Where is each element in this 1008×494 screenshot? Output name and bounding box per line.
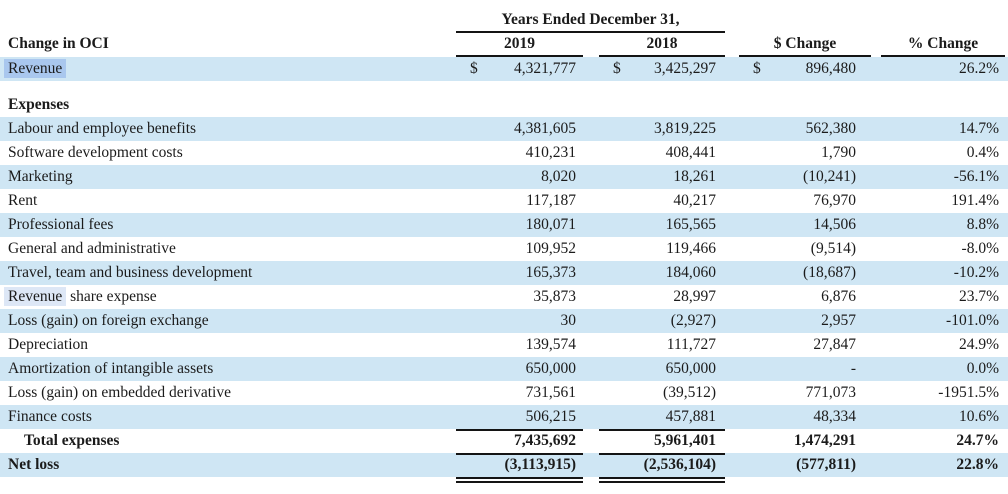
row-label: Net loss bbox=[8, 456, 60, 473]
double-rule-2018 bbox=[599, 477, 725, 487]
col-header-pct-change: % Change bbox=[881, 33, 1005, 57]
table-row bbox=[0, 405, 1008, 429]
cell-2019: $ 4,321,777 bbox=[456, 57, 583, 81]
cell-2018: 408,441 bbox=[665, 144, 716, 161]
cell-dollar-change: (18,687) bbox=[803, 264, 856, 281]
cell-2018: (39,512) bbox=[663, 384, 716, 401]
cell-dollar-change: 1,790 bbox=[821, 144, 856, 161]
currency-symbol: $ bbox=[613, 60, 621, 77]
table-body bbox=[0, 57, 1008, 487]
column-header-row bbox=[0, 33, 1008, 57]
cell-pct-change: 10.6% bbox=[958, 408, 999, 425]
row-label: Rent bbox=[8, 192, 38, 209]
row-label: Expenses bbox=[8, 96, 70, 113]
group-header-row bbox=[0, 9, 1008, 33]
cell-2019: 8,020 bbox=[541, 168, 576, 185]
cell-2018: 5,961,401 bbox=[599, 429, 725, 455]
cell-2018: 3,819,225 bbox=[654, 120, 716, 137]
col-header-2018: 2018 bbox=[599, 33, 725, 57]
row-label: Amortization of intangible assets bbox=[8, 360, 214, 377]
table-row bbox=[0, 453, 1008, 477]
group-header: Years Ended December 31, bbox=[456, 9, 725, 33]
table-row bbox=[0, 429, 1008, 453]
cell-dollar-change: 14,506 bbox=[813, 216, 856, 233]
row-label: Professional fees bbox=[8, 216, 114, 233]
col-header-dollar-change: $ Change bbox=[739, 33, 871, 57]
table-row bbox=[0, 165, 1008, 189]
table-row bbox=[0, 261, 1008, 285]
find-highlight: Revenue bbox=[4, 287, 66, 306]
row-label: Loss (gain) on foreign exchange bbox=[8, 312, 209, 329]
cell-2019: 7,435,692 bbox=[456, 429, 583, 455]
cell-2019: 139,574 bbox=[525, 336, 576, 353]
cell-2019: 35,873 bbox=[533, 288, 576, 305]
cell-2018: (2,536,104) bbox=[643, 456, 716, 473]
cell-pct-change: 23.7% bbox=[958, 288, 999, 305]
table-row bbox=[0, 357, 1008, 381]
cell-2019: 650,000 bbox=[525, 360, 576, 377]
cell-pct-change: -10.2% bbox=[953, 264, 999, 281]
find-highlight: Revenue bbox=[4, 59, 66, 78]
cell-2018: 18,261 bbox=[673, 168, 716, 185]
cell-pct-change: 24.9% bbox=[958, 336, 999, 353]
row-label: Marketing bbox=[8, 168, 73, 185]
table-row bbox=[0, 117, 1008, 141]
cell-dollar-change: (9,514) bbox=[810, 240, 856, 257]
cell-2019: 180,071 bbox=[525, 216, 576, 233]
cell-dollar-change: 562,380 bbox=[805, 120, 856, 137]
cell-dollar-change: 6,876 bbox=[821, 288, 856, 305]
section-header-row bbox=[0, 93, 1008, 117]
cell-dollar-change: 1,474,291 bbox=[794, 432, 856, 449]
table-row bbox=[0, 141, 1008, 165]
cell-dollar-change: 76,970 bbox=[813, 192, 856, 209]
cell-2019: 165,373 bbox=[525, 264, 576, 281]
cell-pct-change: 8.8% bbox=[966, 216, 999, 233]
cell-dollar-change: 771,073 bbox=[805, 384, 856, 401]
cell-dollar-change: 27,847 bbox=[813, 336, 856, 353]
col-header-2019: 2019 bbox=[456, 33, 583, 57]
row-label: Software development costs bbox=[8, 144, 183, 161]
row-label: Total expenses bbox=[24, 432, 120, 449]
spacer-row bbox=[0, 81, 1008, 93]
cell-pct-change: 26.2% bbox=[958, 60, 999, 77]
table-row bbox=[0, 333, 1008, 357]
cell-2019: (3,113,915) bbox=[504, 456, 576, 473]
cell-dollar-change: 2,957 bbox=[821, 312, 856, 329]
cell-pct-change: 22.8% bbox=[956, 456, 999, 473]
cell-dollar-change: (10,241) bbox=[803, 168, 856, 185]
cell-2018: 28,997 bbox=[673, 288, 716, 305]
cell-2019: 506,215 bbox=[456, 405, 583, 431]
cell-2018: (2,927) bbox=[670, 312, 716, 329]
cell-pct-change: 24.7% bbox=[956, 432, 999, 449]
double-rule-2019 bbox=[456, 477, 583, 487]
cell-2019: 731,561 bbox=[525, 384, 576, 401]
double-rule-row bbox=[0, 477, 1008, 487]
row-label: Finance costs bbox=[8, 408, 92, 425]
row-label: General and administrative bbox=[8, 240, 176, 257]
table-row bbox=[0, 309, 1008, 333]
cell-dollar-change: 48,334 bbox=[813, 408, 856, 425]
cell-2018: 165,565 bbox=[665, 216, 716, 233]
cell-pct-change: -1951.5% bbox=[938, 384, 999, 401]
cell-2018: 184,060 bbox=[665, 264, 716, 281]
table-row bbox=[0, 285, 1008, 309]
row-label: Loss (gain) on embedded derivative bbox=[8, 384, 231, 401]
cell-2019: 117,187 bbox=[526, 192, 576, 209]
row-label bbox=[0, 57, 456, 81]
cell-2018: 119,466 bbox=[666, 240, 716, 257]
cell-2019: 30 bbox=[560, 312, 576, 329]
cell-pct-change: -8.0% bbox=[961, 240, 999, 257]
currency-symbol: $ bbox=[470, 60, 478, 77]
row-label: Labour and employee benefits bbox=[8, 120, 197, 137]
table-row bbox=[0, 381, 1008, 405]
cell-dollar-change: $ 896,480 bbox=[739, 57, 871, 81]
cell-2018: 650,000 bbox=[665, 360, 716, 377]
cell-pct-change: 0.0% bbox=[966, 360, 999, 377]
table-row bbox=[0, 213, 1008, 237]
cell-2018: $ 3,425,297 bbox=[599, 57, 725, 81]
currency-symbol: $ bbox=[753, 60, 761, 77]
cell-pct-change: 191.4% bbox=[951, 192, 999, 209]
cell-2019: 410,231 bbox=[525, 144, 576, 161]
row-label: Revenue share expense bbox=[0, 285, 456, 309]
row-label: Depreciation bbox=[8, 336, 89, 353]
table-row bbox=[0, 189, 1008, 213]
cell-2018: 457,881 bbox=[599, 405, 725, 431]
cell-pct-change: -101.0% bbox=[946, 312, 999, 329]
cell-dollar-change: - bbox=[850, 360, 856, 377]
cell-pct-change: -56.1% bbox=[953, 168, 999, 185]
cell-2019: 4,381,605 bbox=[514, 120, 576, 137]
row-label: Travel, team and business development bbox=[8, 264, 253, 281]
col-header-label: Change in OCI bbox=[8, 35, 109, 52]
cell-pct-change: 14.7% bbox=[958, 120, 999, 137]
cell-pct-change: 0.4% bbox=[966, 144, 999, 161]
table-row bbox=[0, 57, 1008, 81]
table-row bbox=[0, 237, 1008, 261]
cell-2019: 109,952 bbox=[525, 240, 576, 257]
cell-2018: 111,727 bbox=[666, 336, 716, 353]
cell-dollar-change: (577,811) bbox=[796, 456, 856, 473]
cell-2018: 40,217 bbox=[673, 192, 716, 209]
